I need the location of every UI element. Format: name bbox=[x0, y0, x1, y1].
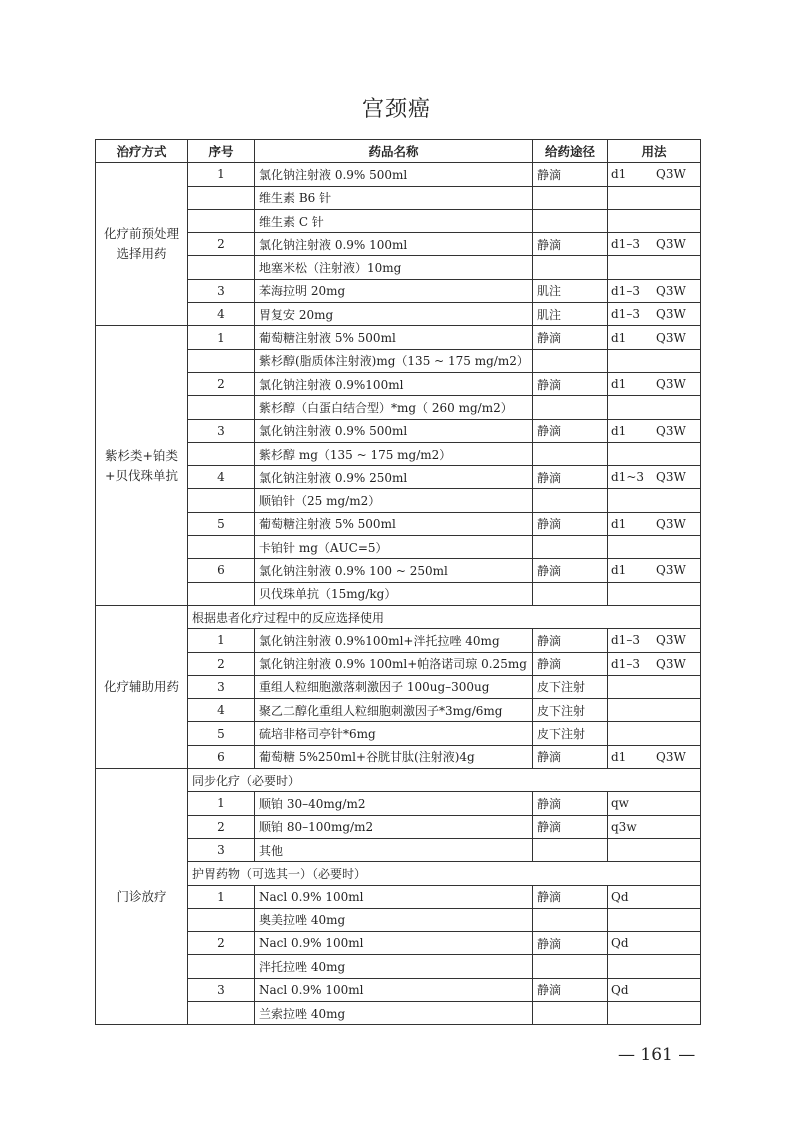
usage-day: Qd bbox=[611, 889, 629, 904]
route-cell: 静滴 bbox=[533, 792, 608, 815]
route-cell bbox=[533, 582, 608, 605]
seq-cell: 1 bbox=[188, 163, 255, 186]
usage-cell bbox=[608, 838, 701, 861]
section-note: 根据患者化疗过程中的反应选择使用 bbox=[188, 605, 701, 628]
usage-cell bbox=[608, 209, 701, 232]
usage-day: d1–3 bbox=[611, 656, 640, 671]
usage-cell bbox=[608, 233, 701, 256]
route-cell bbox=[533, 256, 608, 279]
seq-cell: 1 bbox=[188, 629, 255, 652]
route-cell: 皮下注射 bbox=[533, 722, 608, 745]
drug-name-cell: 葡萄糖注射液 5% 500ml bbox=[255, 512, 533, 535]
route-cell: 静滴 bbox=[533, 629, 608, 652]
seq-cell bbox=[188, 349, 255, 372]
seq-cell: 2 bbox=[188, 652, 255, 675]
usage-frequency: Q3W bbox=[656, 330, 686, 345]
seq-cell: 5 bbox=[188, 512, 255, 535]
seq-cell: 6 bbox=[188, 745, 255, 768]
drug-name-cell: 卡铂针 mg（AUC=5） bbox=[255, 536, 533, 559]
drug-name-cell: 葡萄糖 5%250ml+谷胱甘肽(注射液)4g bbox=[255, 745, 533, 768]
route-cell bbox=[533, 209, 608, 232]
usage-cell bbox=[608, 536, 701, 559]
seq-cell: 5 bbox=[188, 722, 255, 745]
route-cell bbox=[533, 955, 608, 978]
usage-cell bbox=[608, 885, 701, 908]
header-usage: 用法 bbox=[608, 140, 701, 163]
drug-name-cell: 氯化钠注射液 0.9% 100 ~ 250ml bbox=[255, 559, 533, 582]
drug-name-cell: Nacl 0.9% 100ml bbox=[255, 885, 533, 908]
usage-frequency: Q3W bbox=[656, 283, 686, 298]
usage-cell bbox=[608, 792, 701, 815]
drug-name-cell: 贝伐珠单抗（15mg/kg） bbox=[255, 582, 533, 605]
drug-name-cell: 氯化钠注射液 0.9% 250ml bbox=[255, 466, 533, 489]
route-cell bbox=[533, 396, 608, 419]
seq-cell bbox=[188, 908, 255, 931]
drug-name-cell: Nacl 0.9% 100ml bbox=[255, 932, 533, 955]
usage-cell bbox=[608, 512, 701, 535]
drug-name-cell: 氯化钠注射液 0.9%100ml+泮托拉唑 40mg bbox=[255, 629, 533, 652]
route-cell: 静滴 bbox=[533, 326, 608, 349]
usage-cell bbox=[608, 442, 701, 465]
page-number: — 161 — bbox=[618, 1045, 696, 1065]
table-header-row bbox=[96, 140, 701, 163]
page-title: 宫颈癌 bbox=[361, 97, 431, 122]
route-cell: 静滴 bbox=[533, 652, 608, 675]
route-cell: 静滴 bbox=[533, 419, 608, 442]
drug-name-cell: 顺铂 30–40mg/m2 bbox=[255, 792, 533, 815]
drug-name-cell: 紫杉醇 mg（135 ~ 175 mg/m2） bbox=[255, 442, 533, 465]
usage-cell bbox=[608, 419, 701, 442]
seq-cell: 2 bbox=[188, 815, 255, 838]
usage-day: d1 bbox=[611, 377, 627, 392]
seq-cell: 3 bbox=[188, 675, 255, 698]
usage-cell bbox=[608, 815, 701, 838]
usage-frequency: Q3W bbox=[656, 307, 686, 322]
usage-day: q3w bbox=[611, 819, 637, 834]
header-treatment: 治疗方式 bbox=[96, 140, 188, 163]
seq-cell: 3 bbox=[188, 419, 255, 442]
table-row bbox=[96, 605, 701, 628]
usage-day: qw bbox=[611, 796, 629, 811]
usage-cell bbox=[608, 582, 701, 605]
seq-cell bbox=[188, 442, 255, 465]
usage-cell bbox=[608, 279, 701, 302]
usage-cell bbox=[608, 699, 701, 722]
seq-cell bbox=[188, 489, 255, 512]
usage-frequency: Q3W bbox=[656, 377, 686, 392]
usage-day: d1 bbox=[611, 749, 627, 764]
drug-name-cell: Nacl 0.9% 100ml bbox=[255, 978, 533, 1001]
usage-day: d1~3 bbox=[611, 470, 645, 485]
drug-name-cell: 重组人粒细胞激落刺激因子 100ug–300ug bbox=[255, 675, 533, 698]
header-drug: 药品名称 bbox=[255, 140, 533, 163]
route-cell bbox=[533, 186, 608, 209]
route-cell bbox=[533, 349, 608, 372]
drug-name-cell: 葡萄糖注射液 5% 500ml bbox=[255, 326, 533, 349]
seq-cell bbox=[188, 186, 255, 209]
usage-cell bbox=[608, 745, 701, 768]
usage-day: Qd bbox=[611, 982, 629, 997]
seq-cell: 2 bbox=[188, 372, 255, 395]
drug-name-cell: 顺铂针（25 mg/m2） bbox=[255, 489, 533, 512]
route-cell: 肌注 bbox=[533, 279, 608, 302]
usage-frequency: Q3W bbox=[656, 237, 686, 252]
usage-day: d1–3 bbox=[611, 633, 640, 648]
seq-cell: 2 bbox=[188, 233, 255, 256]
usage-frequency: Q3W bbox=[656, 749, 686, 764]
seq-cell bbox=[188, 536, 255, 559]
seq-cell: 4 bbox=[188, 466, 255, 489]
drug-name-cell: 维生素 B6 针 bbox=[255, 186, 533, 209]
usage-frequency: Q3W bbox=[656, 656, 686, 671]
usage-day: d1 bbox=[611, 423, 627, 438]
header-seq: 序号 bbox=[188, 140, 255, 163]
usage-cell bbox=[608, 372, 701, 395]
usage-cell bbox=[608, 186, 701, 209]
usage-cell bbox=[608, 978, 701, 1001]
treatment-group-cell: 门诊放疗 bbox=[96, 769, 188, 1025]
header-route: 给药途径 bbox=[533, 140, 608, 163]
usage-cell bbox=[608, 675, 701, 698]
route-cell bbox=[533, 838, 608, 861]
drug-name-cell: 氯化钠注射液 0.9% 100ml+帕洛诺司琼 0.25mg bbox=[255, 652, 533, 675]
usage-frequency: Q3W bbox=[656, 423, 686, 438]
usage-frequency: Q3W bbox=[656, 167, 686, 182]
table-row bbox=[96, 163, 701, 186]
drug-name-cell: 苯海拉明 20mg bbox=[255, 279, 533, 302]
route-cell: 静滴 bbox=[533, 885, 608, 908]
usage-frequency: Q3W bbox=[656, 470, 686, 485]
seq-cell bbox=[188, 256, 255, 279]
route-cell bbox=[533, 536, 608, 559]
route-cell bbox=[533, 908, 608, 931]
usage-day: d1–3 bbox=[611, 283, 640, 298]
drug-name-cell: 硫培非格司亭针*6mg bbox=[255, 722, 533, 745]
table-row bbox=[96, 769, 701, 792]
drug-name-cell: 其他 bbox=[255, 838, 533, 861]
drug-name-cell: 奥美拉唑 40mg bbox=[255, 908, 533, 931]
drug-name-cell: 聚乙二醇化重组人粒细胞刺激因子*3mg/6mg bbox=[255, 699, 533, 722]
route-cell: 静滴 bbox=[533, 512, 608, 535]
usage-cell bbox=[608, 652, 701, 675]
usage-frequency: Q3W bbox=[656, 563, 686, 578]
route-cell: 静滴 bbox=[533, 815, 608, 838]
route-cell: 静滴 bbox=[533, 932, 608, 955]
drug-name-cell: 氯化钠注射液 0.9%100ml bbox=[255, 372, 533, 395]
route-cell: 静滴 bbox=[533, 978, 608, 1001]
seq-cell: 3 bbox=[188, 279, 255, 302]
table-body bbox=[96, 163, 701, 1025]
drug-name-cell: 维生素 C 针 bbox=[255, 209, 533, 232]
treatment-group-cell: 化疗前预处理选择用药 bbox=[96, 163, 188, 326]
usage-cell bbox=[608, 303, 701, 326]
drug-name-cell: 氯化钠注射液 0.9% 500ml bbox=[255, 163, 533, 186]
usage-day: d1 bbox=[611, 330, 627, 345]
usage-cell bbox=[608, 466, 701, 489]
drug-name-cell: 顺铂 80–100mg/m2 bbox=[255, 815, 533, 838]
drug-name-cell: 泮托拉唑 40mg bbox=[255, 955, 533, 978]
seq-cell: 3 bbox=[188, 838, 255, 861]
usage-cell bbox=[608, 1001, 701, 1024]
usage-cell bbox=[608, 629, 701, 652]
usage-cell bbox=[608, 722, 701, 745]
usage-day: Qd bbox=[611, 936, 629, 951]
route-cell: 静滴 bbox=[533, 466, 608, 489]
seq-cell: 1 bbox=[188, 792, 255, 815]
treatment-group-cell: 化疗辅助用药 bbox=[96, 605, 188, 768]
usage-cell bbox=[608, 559, 701, 582]
section-note: 护胃药物（可选其一）（必要时） bbox=[188, 862, 701, 885]
seq-cell: 4 bbox=[188, 303, 255, 326]
usage-frequency: Q3W bbox=[656, 633, 686, 648]
route-cell bbox=[533, 489, 608, 512]
drug-name-cell: 氯化钠注射液 0.9% 100ml bbox=[255, 233, 533, 256]
route-cell: 皮下注射 bbox=[533, 675, 608, 698]
usage-day: d1 bbox=[611, 563, 627, 578]
usage-day: d1–3 bbox=[611, 307, 640, 322]
usage-cell bbox=[608, 326, 701, 349]
route-cell bbox=[533, 1001, 608, 1024]
drug-name-cell: 兰索拉唑 40mg bbox=[255, 1001, 533, 1024]
seq-cell bbox=[188, 582, 255, 605]
drug-table bbox=[95, 139, 701, 1025]
route-cell: 静滴 bbox=[533, 163, 608, 186]
usage-cell bbox=[608, 349, 701, 372]
route-cell: 皮下注射 bbox=[533, 699, 608, 722]
usage-frequency: Q3W bbox=[656, 516, 686, 531]
seq-cell: 2 bbox=[188, 932, 255, 955]
drug-name-cell: 紫杉醇(脂质体注射液)mg（135 ~ 175 mg/m2） bbox=[255, 349, 533, 372]
seq-cell: 1 bbox=[188, 326, 255, 349]
seq-cell: 3 bbox=[188, 978, 255, 1001]
usage-cell bbox=[608, 932, 701, 955]
seq-cell bbox=[188, 209, 255, 232]
section-note: 同步化疗（必要时） bbox=[188, 769, 701, 792]
route-cell: 静滴 bbox=[533, 745, 608, 768]
seq-cell: 1 bbox=[188, 885, 255, 908]
usage-cell bbox=[608, 489, 701, 512]
seq-cell bbox=[188, 955, 255, 978]
drug-name-cell: 氯化钠注射液 0.9% 500ml bbox=[255, 419, 533, 442]
drug-name-cell: 胃复安 20mg bbox=[255, 303, 533, 326]
usage-day: d1 bbox=[611, 516, 627, 531]
route-cell: 静滴 bbox=[533, 559, 608, 582]
seq-cell bbox=[188, 396, 255, 419]
usage-cell bbox=[608, 955, 701, 978]
drug-name-cell: 地塞米松（注射液）10mg bbox=[255, 256, 533, 279]
usage-cell bbox=[608, 396, 701, 419]
seq-cell: 6 bbox=[188, 559, 255, 582]
route-cell: 静滴 bbox=[533, 233, 608, 256]
seq-cell bbox=[188, 1001, 255, 1024]
route-cell: 静滴 bbox=[533, 372, 608, 395]
usage-day: d1–3 bbox=[611, 237, 640, 252]
route-cell: 肌注 bbox=[533, 303, 608, 326]
table-row bbox=[96, 326, 701, 349]
usage-day: d1 bbox=[611, 167, 627, 182]
usage-cell bbox=[608, 163, 701, 186]
route-cell bbox=[533, 442, 608, 465]
usage-cell bbox=[608, 908, 701, 931]
treatment-group-cell: 紫杉类+铂类+贝伐珠单抗 bbox=[96, 326, 188, 606]
drug-name-cell: 紫杉醇（白蛋白结合型）*mg（ 260 mg/m2） bbox=[255, 396, 533, 419]
usage-cell bbox=[608, 256, 701, 279]
seq-cell: 4 bbox=[188, 699, 255, 722]
